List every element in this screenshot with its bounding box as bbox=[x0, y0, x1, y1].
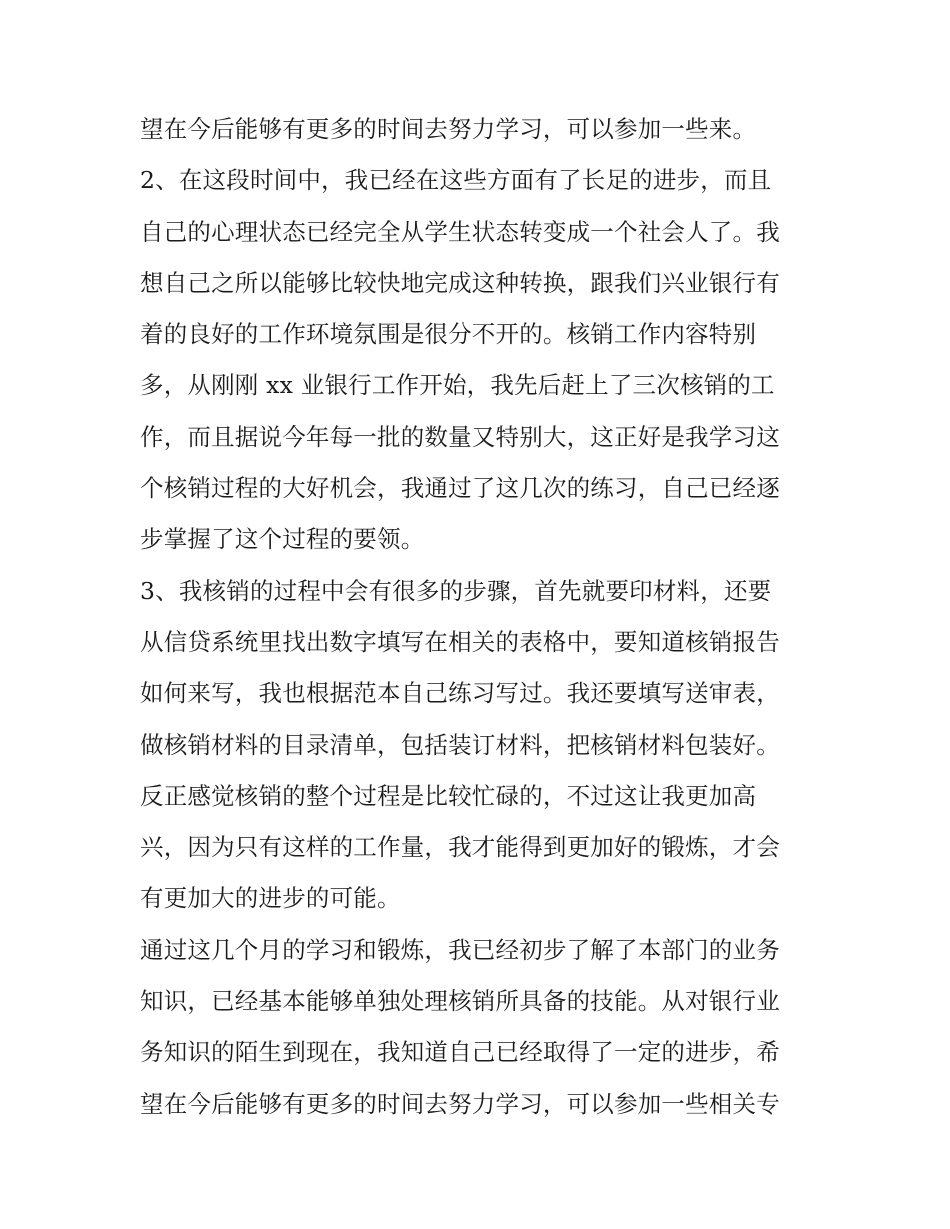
text-line: 从信贷系统里找出数字填写在相关的表格中，要知道核销报告 bbox=[140, 627, 780, 656]
text-line: 多，从刚刚 xx 业银行工作开始，我先后赶上了三次核销的工 bbox=[140, 371, 775, 400]
text-line: 兴，因为只有这样的工作量，我才能得到更加好的锻炼，才会 bbox=[140, 833, 780, 862]
text-line: 步掌握了这个过程的要领。 bbox=[140, 525, 425, 554]
text-line: 望在今后能够有更多的时间去努力学习，可以参加一些相关专 bbox=[140, 1089, 780, 1118]
text-line: 着的良好的工作环境氛围是很分不开的。核销工作内容特别 bbox=[140, 320, 757, 349]
text-line: 3、我核销的过程中会有很多的步骤，首先就要印材料，还要 bbox=[140, 576, 772, 605]
text-line: 望在今后能够有更多的时间去努力学习，可以参加一些来。 bbox=[140, 115, 757, 143]
text-line: 做核销材料的目录清单，包括装订材料，把核销材料包装好。 bbox=[140, 730, 780, 759]
document-body bbox=[140, 104, 820, 1130]
text-line: 务知识的陌生到现在，我知道自己已经取得了一定的进步，希 bbox=[140, 1038, 780, 1067]
text-line: 如何来写，我也根据范本自己练习写过。我还要填写送审表， bbox=[140, 679, 780, 708]
text-line: 2、在这段时间中，我已经在这些方面有了长足的进步，而且 bbox=[140, 166, 772, 195]
text-line: 个核销过程的大好机会，我通过了这几次的练习，自己已经逐 bbox=[140, 474, 780, 503]
text-line: 作，而且据说今年每一批的数量又特别大，这正好是我学习这 bbox=[140, 422, 780, 451]
text-line: 通过这几个月的学习和锻炼，我已经初步了解了本部门的业务 bbox=[140, 935, 780, 964]
text-line: 想自己之所以能够比较快地完成这种转换，跟我们兴业银行有 bbox=[140, 268, 780, 297]
text-line: 自己的心理状态已经完全从学生状态转变成一个社会人了。我 bbox=[140, 217, 780, 246]
text-line: 知识，已经基本能够单独处理核销所具备的技能。从对银行业 bbox=[140, 987, 780, 1016]
text-line: 有更加大的进步的可能。 bbox=[140, 884, 401, 913]
text-line: 反正感觉核销的整个过程是比较忙碌的，不过这让我更加高 bbox=[140, 781, 757, 810]
